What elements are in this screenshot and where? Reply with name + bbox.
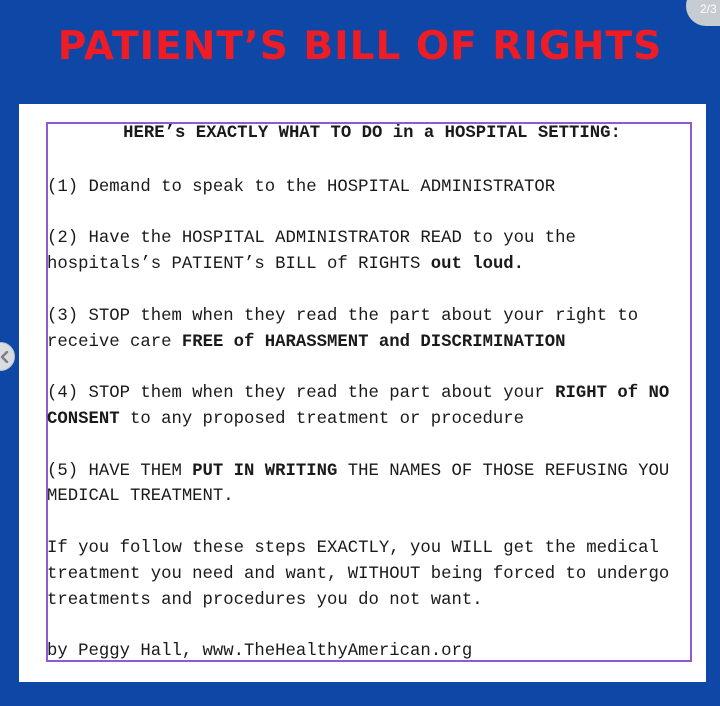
- step-3: [47, 304, 697, 356]
- step-5-emphasis: PUT IN WRITING: [192, 461, 338, 481]
- content-text: [47, 121, 697, 665]
- slide-counter[interactable]: [686, 0, 720, 26]
- step-4-emphasis: RIGHT of NO CONSENT: [47, 384, 670, 429]
- step-1: [47, 175, 697, 201]
- slide-counter-label: 2/3: [700, 2, 717, 16]
- step-2: [47, 226, 697, 278]
- byline: by Peggy Hall, www.TheHealthyAmerican.org: [47, 642, 473, 662]
- page-title: PATIENT’S BILL OF RIGHTS: [57, 24, 663, 69]
- step-5: [47, 459, 697, 511]
- previous-slide-button[interactable]: [0, 342, 15, 371]
- step-1-text: (1) Demand to speak to the HOSPITAL ADMINISTRATOR: [47, 177, 556, 197]
- content-card: [19, 104, 706, 682]
- chevron-left-icon: [0, 351, 9, 363]
- step-4: [47, 381, 697, 433]
- instructions-heading: HERE’s EXACTLY WHAT TO DO in a HOSPITAL SETTING:: [123, 124, 621, 143]
- step-5-text: (5) HAVE THEM: [47, 461, 193, 481]
- step-4-text: (4) STOP them when they read the part about your: [47, 384, 556, 404]
- step-3-emphasis: FREE of HARASSMENT and DISCRIMINATION: [181, 332, 566, 352]
- step-2-emphasis: out loud.: [430, 255, 525, 275]
- step-2-text: (2) Have the HOSPITAL ADMINISTRATOR READ to you the hospitals’s PATIENT’s BILL of RIGHTS: [47, 229, 576, 275]
- step-3-text: (3) STOP them when they read the part about your right to receive care: [47, 306, 639, 352]
- conclusion: If you follow these steps EXACTLY, you WILL get the medical treatment you need and want, WITHOUT being forced to undergo treatments and procedures you do not want.: [47, 538, 670, 610]
- step-4-text-end: to any proposed treatment or procedure: [119, 409, 525, 429]
- step-5-text-end: THE NAMES OF THOSE REFUSING YOU MEDICAL TREATMENT.: [47, 461, 670, 507]
